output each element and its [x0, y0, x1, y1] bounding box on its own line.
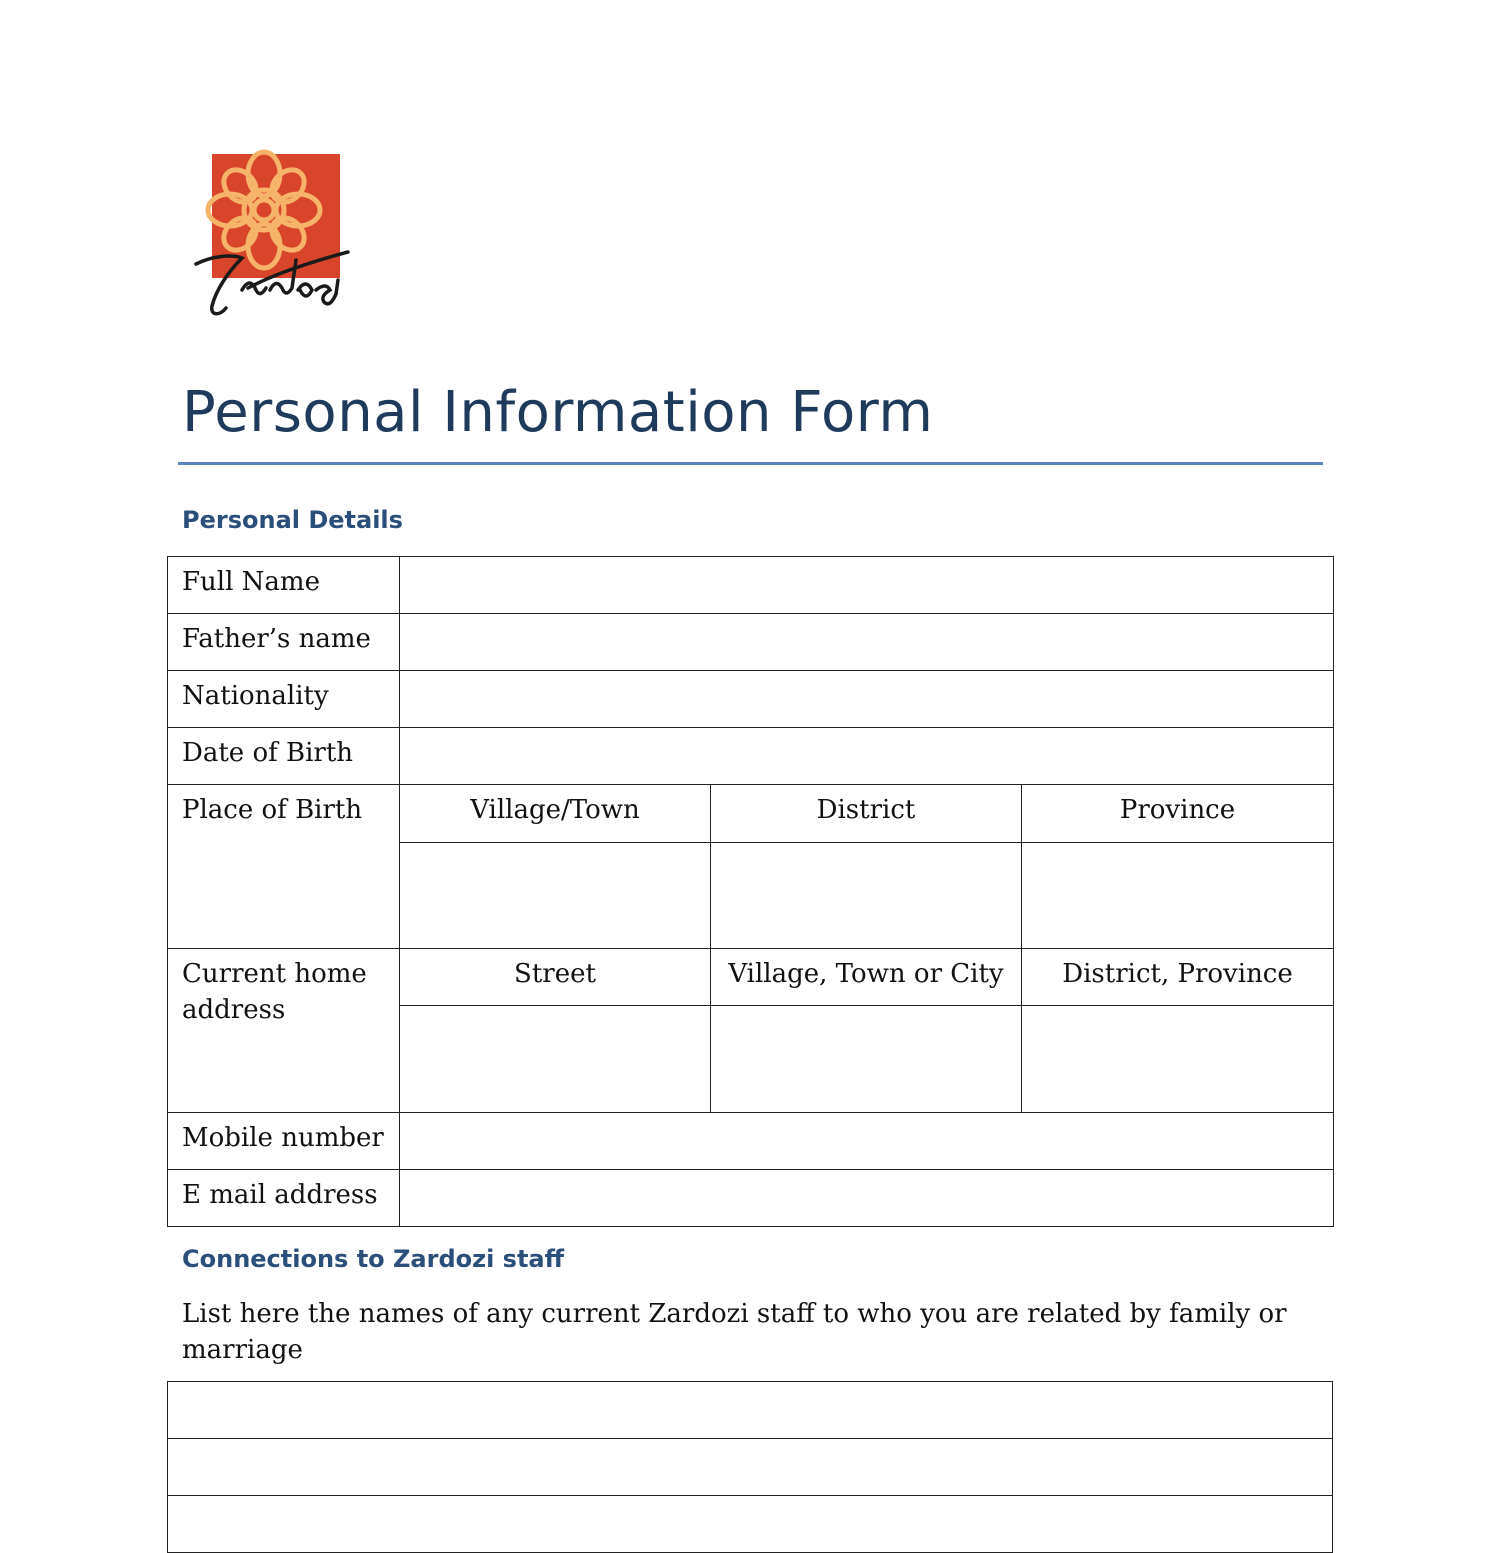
birth-village-town-field[interactable]: [400, 843, 711, 949]
connection-field[interactable]: [168, 1439, 1333, 1496]
date-of-birth-field[interactable]: [400, 728, 1334, 785]
date-of-birth-label: Date of Birth: [168, 728, 400, 785]
mobile-field[interactable]: [400, 1113, 1334, 1170]
personal-details-heading: Personal Details: [182, 506, 403, 534]
row-home-address-headers: [168, 949, 1334, 1006]
table-row: [168, 1382, 1333, 1439]
nationality-field[interactable]: [400, 671, 1334, 728]
mobile-label: Mobile number: [168, 1113, 400, 1170]
district-header: District: [711, 785, 1022, 843]
address-street-field[interactable]: [400, 1006, 711, 1113]
email-label: E mail address: [168, 1170, 400, 1227]
email-field[interactable]: [400, 1170, 1334, 1227]
address-district-province-field[interactable]: [1022, 1006, 1334, 1113]
district-province-header: District, Province: [1022, 949, 1334, 1006]
row-mobile: [168, 1113, 1334, 1170]
nationality-label: Nationality: [168, 671, 400, 728]
row-nationality: [168, 671, 1334, 728]
birth-district-field[interactable]: [711, 843, 1022, 949]
connection-field[interactable]: [168, 1382, 1333, 1439]
row-fathers-name: [168, 614, 1334, 671]
birth-province-field[interactable]: [1022, 843, 1334, 949]
connection-field[interactable]: [168, 1496, 1333, 1553]
province-header: Province: [1022, 785, 1334, 843]
personal-details-table: [167, 556, 1334, 1227]
fathers-name-label: Father’s name: [168, 614, 400, 671]
home-address-label: Current home address: [168, 949, 400, 1113]
village-town-header: Village/Town: [400, 785, 711, 843]
row-date-of-birth: [168, 728, 1334, 785]
connections-heading: Connections to Zardozi staff: [182, 1245, 565, 1273]
row-email: [168, 1170, 1334, 1227]
place-of-birth-label: Place of Birth: [168, 785, 400, 949]
full-name-field[interactable]: [400, 557, 1334, 614]
row-full-name: [168, 557, 1334, 614]
full-name-label: Full Name: [168, 557, 400, 614]
zardozi-logo: [188, 140, 356, 320]
table-row: [168, 1496, 1333, 1553]
village-town-city-header: Village, Town or City: [711, 949, 1022, 1006]
fathers-name-field[interactable]: [400, 614, 1334, 671]
title-rule: [178, 462, 1323, 465]
table-row: [168, 1439, 1333, 1496]
address-village-town-city-field[interactable]: [711, 1006, 1022, 1113]
page-title: Personal Information Form: [182, 380, 934, 445]
connections-table: [167, 1381, 1333, 1553]
row-place-of-birth-headers: [168, 785, 1334, 843]
connections-description: List here the names of any current Zardozi staff to who you are related by family or marriage: [182, 1299, 1287, 1365]
street-header: Street: [400, 949, 711, 1006]
